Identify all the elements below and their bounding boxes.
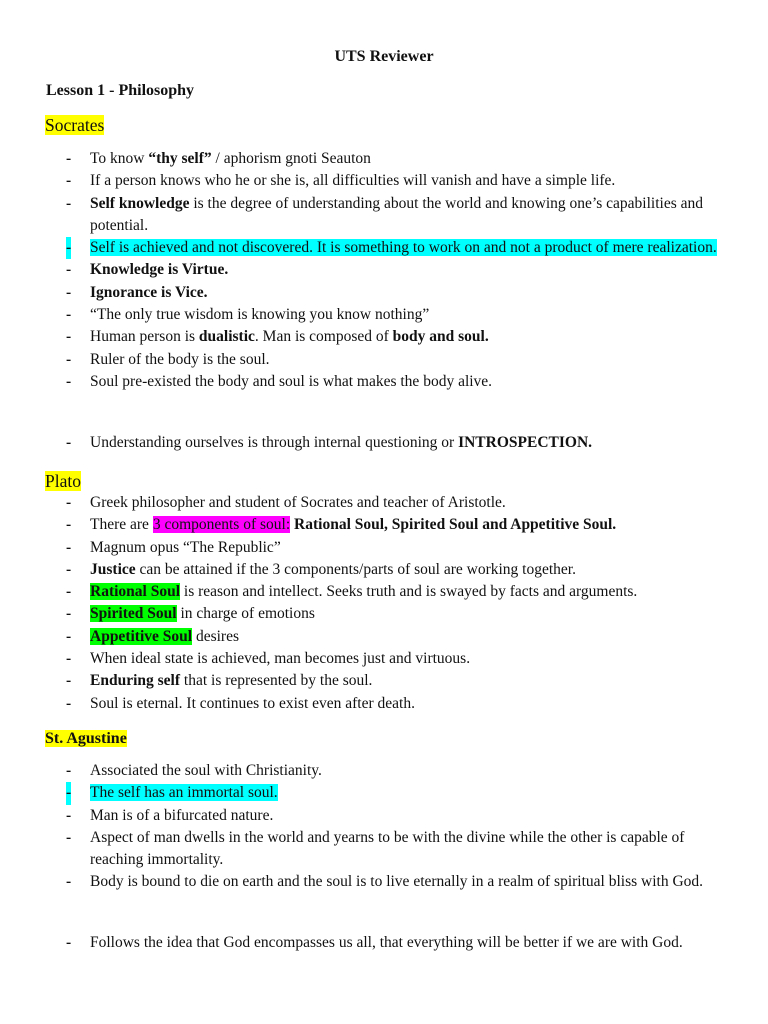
section-heading-socrates: Socrates <box>45 115 105 135</box>
lesson-heading: Lesson 1 - Philosophy <box>46 82 195 99</box>
list-item: - Aspect of man dwells in the world and yearns to be with the divine while the other is capable of reaching immortality. <box>66 828 685 869</box>
list-item: - When ideal state is achieved, man becomes just and virtuous. <box>66 650 471 668</box>
list-item: - Justice can be attained if the 3 components/parts of soul are working together. <box>66 560 576 578</box>
list-item: - Soul is eternal. It continues to exist even after death. <box>66 694 415 712</box>
document-title: UTS Reviewer <box>334 48 434 65</box>
list-item: - Man is of a bifurcated nature. <box>66 806 274 824</box>
agustine-list-extra <box>0 932 768 954</box>
list-item: - To know “thy self” / aphorism gnoti Seauton <box>66 150 371 167</box>
list-item: - Spirited Soul in charge of emotions <box>66 605 315 623</box>
list-item: - Human person is dualistic. Man is composed of body and soul. <box>66 328 489 346</box>
list-item: - Ignorance is Vice. <box>66 283 208 301</box>
list-item: - If a person knows who he or she is, all difficulties will vanish and have a simple life. <box>66 172 616 190</box>
socrates-list-extra <box>0 432 768 454</box>
list-item: - Body is bound to die on earth and the soul is to live eternally in a realm of spiritual bliss with God. <box>66 873 704 891</box>
list-item: - “The only true wisdom is knowing you know nothing” <box>66 306 430 324</box>
list-item: - Associated the soul with Christianity. <box>66 762 322 779</box>
list-item-highlighted: - Self is achieved and not discovered. It is something to work on and not a product of mere realization. <box>0 237 768 259</box>
list-item: - Follows the idea that God encompasses us all, that everything will be better if we are with God. <box>66 934 683 951</box>
list-item-highlighted: - The self has an immortal soul. <box>0 782 768 804</box>
plato-list <box>0 492 768 715</box>
list-item: - Enduring self that is represented by the soul. <box>66 672 373 690</box>
list-item: - Self knowledge is the degree of understanding about the world and knowing one’s capabilities and potential. <box>66 194 703 234</box>
section-heading-plato: Plato <box>45 471 81 491</box>
list-item: - Ruler of the body is the soul. <box>66 350 270 368</box>
list-item: - Appetitive Soul desires <box>66 627 239 645</box>
list-item: - Rational Soul is reason and intellect. Seeks truth and is swayed by facts and arguments. <box>66 583 638 601</box>
list-item: - Knowledge is Virtue. <box>66 261 229 279</box>
list-item: - Soul pre-existed the body and soul is what makes the body alive. <box>66 372 493 390</box>
list-item: - Magnum opus “The Republic” <box>66 538 281 556</box>
socrates-list <box>0 148 768 393</box>
section-heading-agustine: St. Agustine <box>45 730 127 747</box>
agustine-list <box>0 760 768 894</box>
list-item: - Greek philosopher and student of Socrates and teacher of Aristotle. <box>66 494 506 511</box>
list-item: - Understanding ourselves is through internal questioning or INTROSPECTION. <box>66 434 593 451</box>
list-item: - There are 3 components of soul: Rational Soul, Spirited Soul and Appetitive Soul. <box>66 516 617 534</box>
